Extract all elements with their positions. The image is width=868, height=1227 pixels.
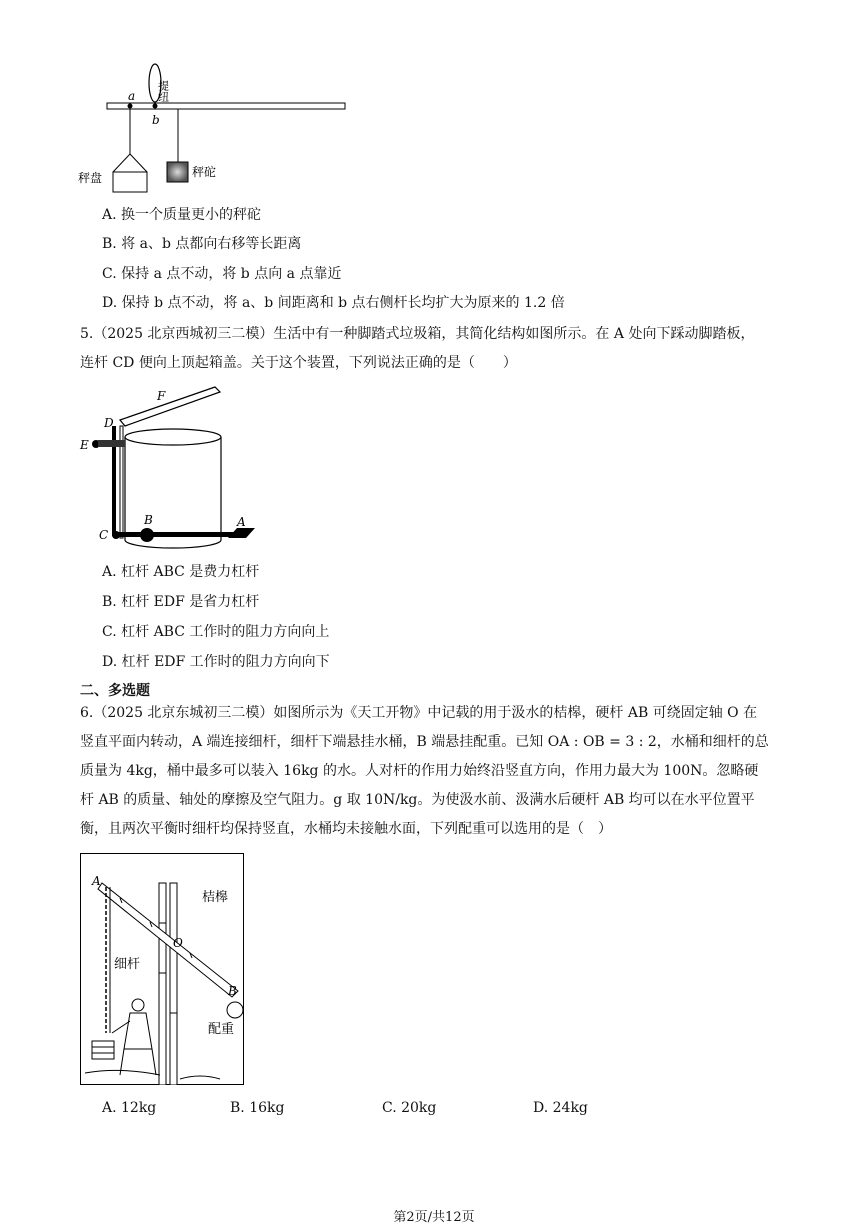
q4-option-d: D. 保持 b 点不动，将 a、b 间距离和 b 点右侧杆长均扩大为原来的 1.2 倍	[102, 295, 565, 311]
q4-option-c: C. 保持 a 点不动，将 b 点向 a 点靠近	[102, 266, 342, 282]
steelyard-beam	[107, 103, 345, 109]
label-a: a	[128, 89, 136, 103]
label-B: B	[144, 513, 153, 527]
pedal-bin-figure	[75, 382, 265, 554]
q6-line5: 衡，且两次平衡时细杆均保持竖直，水桶均未接触水面，下列配重可以选用的是（ ）	[80, 821, 612, 837]
label-rod: 细杆	[114, 957, 141, 972]
q5-stem-line1: 5.（2025 北京西城初三二模）生活中有一种脚踏式垃圾箱，其简化结构如图所示。在 A 处向下踩动脚踏板，	[80, 326, 755, 342]
q6-choice-a: A. 12kg	[102, 1100, 157, 1116]
label-A6: A	[92, 874, 101, 888]
q5-option-d: D. 杠杆 EDF 工作时的阻力方向向下	[102, 654, 330, 670]
label-O: O	[173, 936, 183, 950]
label-E: E	[80, 438, 89, 452]
q6-choice-d: D. 24kg	[533, 1100, 588, 1116]
q6-line4: 杆 AB 的质量、轴处的摩擦及空气阻力。g 取 10N/kg。为使汲水前、汲满水后硬杆 AB 均可以在水平位置平	[80, 792, 755, 808]
label-A: A	[237, 515, 246, 529]
q5-stem-line2: 连杆 CD 便向上顶起箱盖。关于这个装置，下列说法正确的是（ ）	[80, 355, 517, 371]
q4-option-b: B. 将 a、b 点都向右移等长距离	[102, 236, 302, 252]
q4-option-a: A. 换一个质量更小的秤砣	[102, 207, 262, 223]
label-F: F	[157, 389, 166, 403]
section-title: 二、多选题	[80, 683, 150, 699]
q6-line2: 竖直平面内转动，A 端连接细杆，细杆下端悬挂水桶，B 端悬挂配重。已知 OA : OB = 3 : 2，水桶和细杆的总	[80, 734, 769, 750]
label-handle: 提纽	[156, 80, 170, 102]
pan	[113, 172, 147, 192]
label-jiegao: 桔槔	[202, 890, 229, 905]
q6-choice-b: B. 16kg	[230, 1100, 285, 1116]
label-B6: B	[228, 984, 237, 998]
label-D: D	[104, 416, 114, 430]
label-C: C	[99, 528, 109, 542]
label-b: b	[152, 113, 160, 127]
steelyard-figure	[75, 58, 355, 198]
q6-line3: 质量为 4kg，桶中最多可以装入 16kg 的水。人对杆的作用力始终沿竖直方向，作用力最大为 100N。忽略硬	[80, 763, 759, 779]
page-footer: 第2页/共12页	[393, 1210, 475, 1225]
label-weight: 秤砣	[192, 165, 217, 179]
label-counterweight: 配重	[208, 1022, 235, 1037]
q6-line1: 6.（2025 北京东城初三二模）如图所示为《天工开物》中记载的用于汲水的桔槔，硬杆 AB 可绕固定轴 O 在	[80, 705, 758, 721]
well-sweep-figure	[80, 853, 244, 1085]
q5-option-b: B. 杠杆 EDF 是省力杠杆	[102, 594, 260, 610]
label-pan: 秤盘	[78, 171, 103, 185]
q5-option-a: A. 杠杆 ABC 是费力杠杆	[102, 564, 260, 580]
q6-choice-c: C. 20kg	[382, 1100, 437, 1116]
q5-option-c: C. 杠杆 ABC 工作时的阻力方向向上	[102, 624, 330, 640]
steelyard-weight	[167, 162, 188, 182]
